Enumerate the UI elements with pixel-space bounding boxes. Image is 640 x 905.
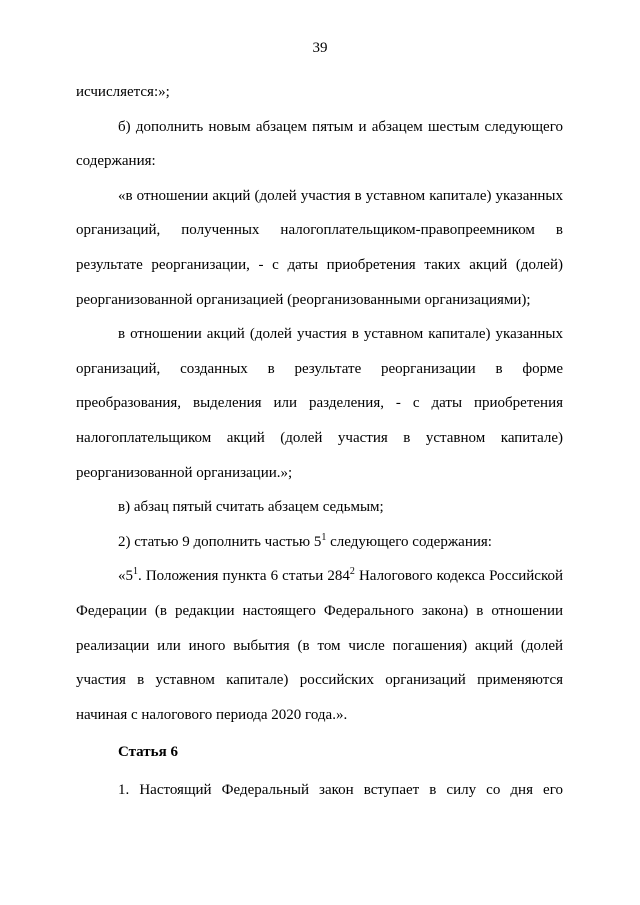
superscript-article-number: 2 (349, 566, 355, 578)
paragraph-6-text-start: 2) статью 9 дополнить частью 5 (118, 533, 322, 550)
superscript-part-number: 1 (321, 531, 327, 543)
paragraph-2: б) дополнить новым абзацем пятым и абзацем шестым следующего содержания: (76, 118, 563, 170)
superscript-part-number: 1 (133, 566, 138, 578)
paragraph-8: 1. Настоящий Федеральный закон вступает в силу со дня его (118, 781, 563, 798)
paragraph-6-text-end: следующего содержания: (326, 533, 492, 550)
article-heading: Статья 6 (118, 744, 178, 761)
paragraph-7-rest: Налогового кодекса Российской Федерации (в редакции настоящего Федерального закона) в отношении реализации или иного выбытия (в том числе погашения) акций (долей участия в уставном капитале) российских организаций применяются начиная с налогового периода 2020 года.». (76, 568, 563, 723)
paragraph-4: в отношении акций (долей участия в уставном капитале) указанных организаций, созданных в результате реорганизации в форме преобразования, выделения или разделения, - с даты приобретения налогоплательщиком акций (долей участия в уставном капитале) реорганизованной организации.»; (76, 326, 563, 481)
paragraph-7-open: «5 (118, 568, 133, 585)
document-body (76, 75, 563, 807)
paragraph-7-mid: . Положения пункта 6 статьи 284 (138, 568, 350, 585)
paragraph-1: исчисляется:»; (76, 84, 170, 100)
paragraph-3: «в отношении акций (долей участия в уставном капитале) указанных организаций, полученных налогоплательщиком-правопреемником в результате реорганизации, - с даты приобретения таких акций (долей) реорганизованной организацией (реорганизованными организациями); (76, 187, 563, 308)
paragraph-6 (76, 525, 563, 560)
paragraph-5: в) абзац пятый считать абзацем седьмым; (118, 499, 384, 516)
paragraph-7 (76, 559, 563, 732)
page-number: 39 (312, 40, 328, 56)
